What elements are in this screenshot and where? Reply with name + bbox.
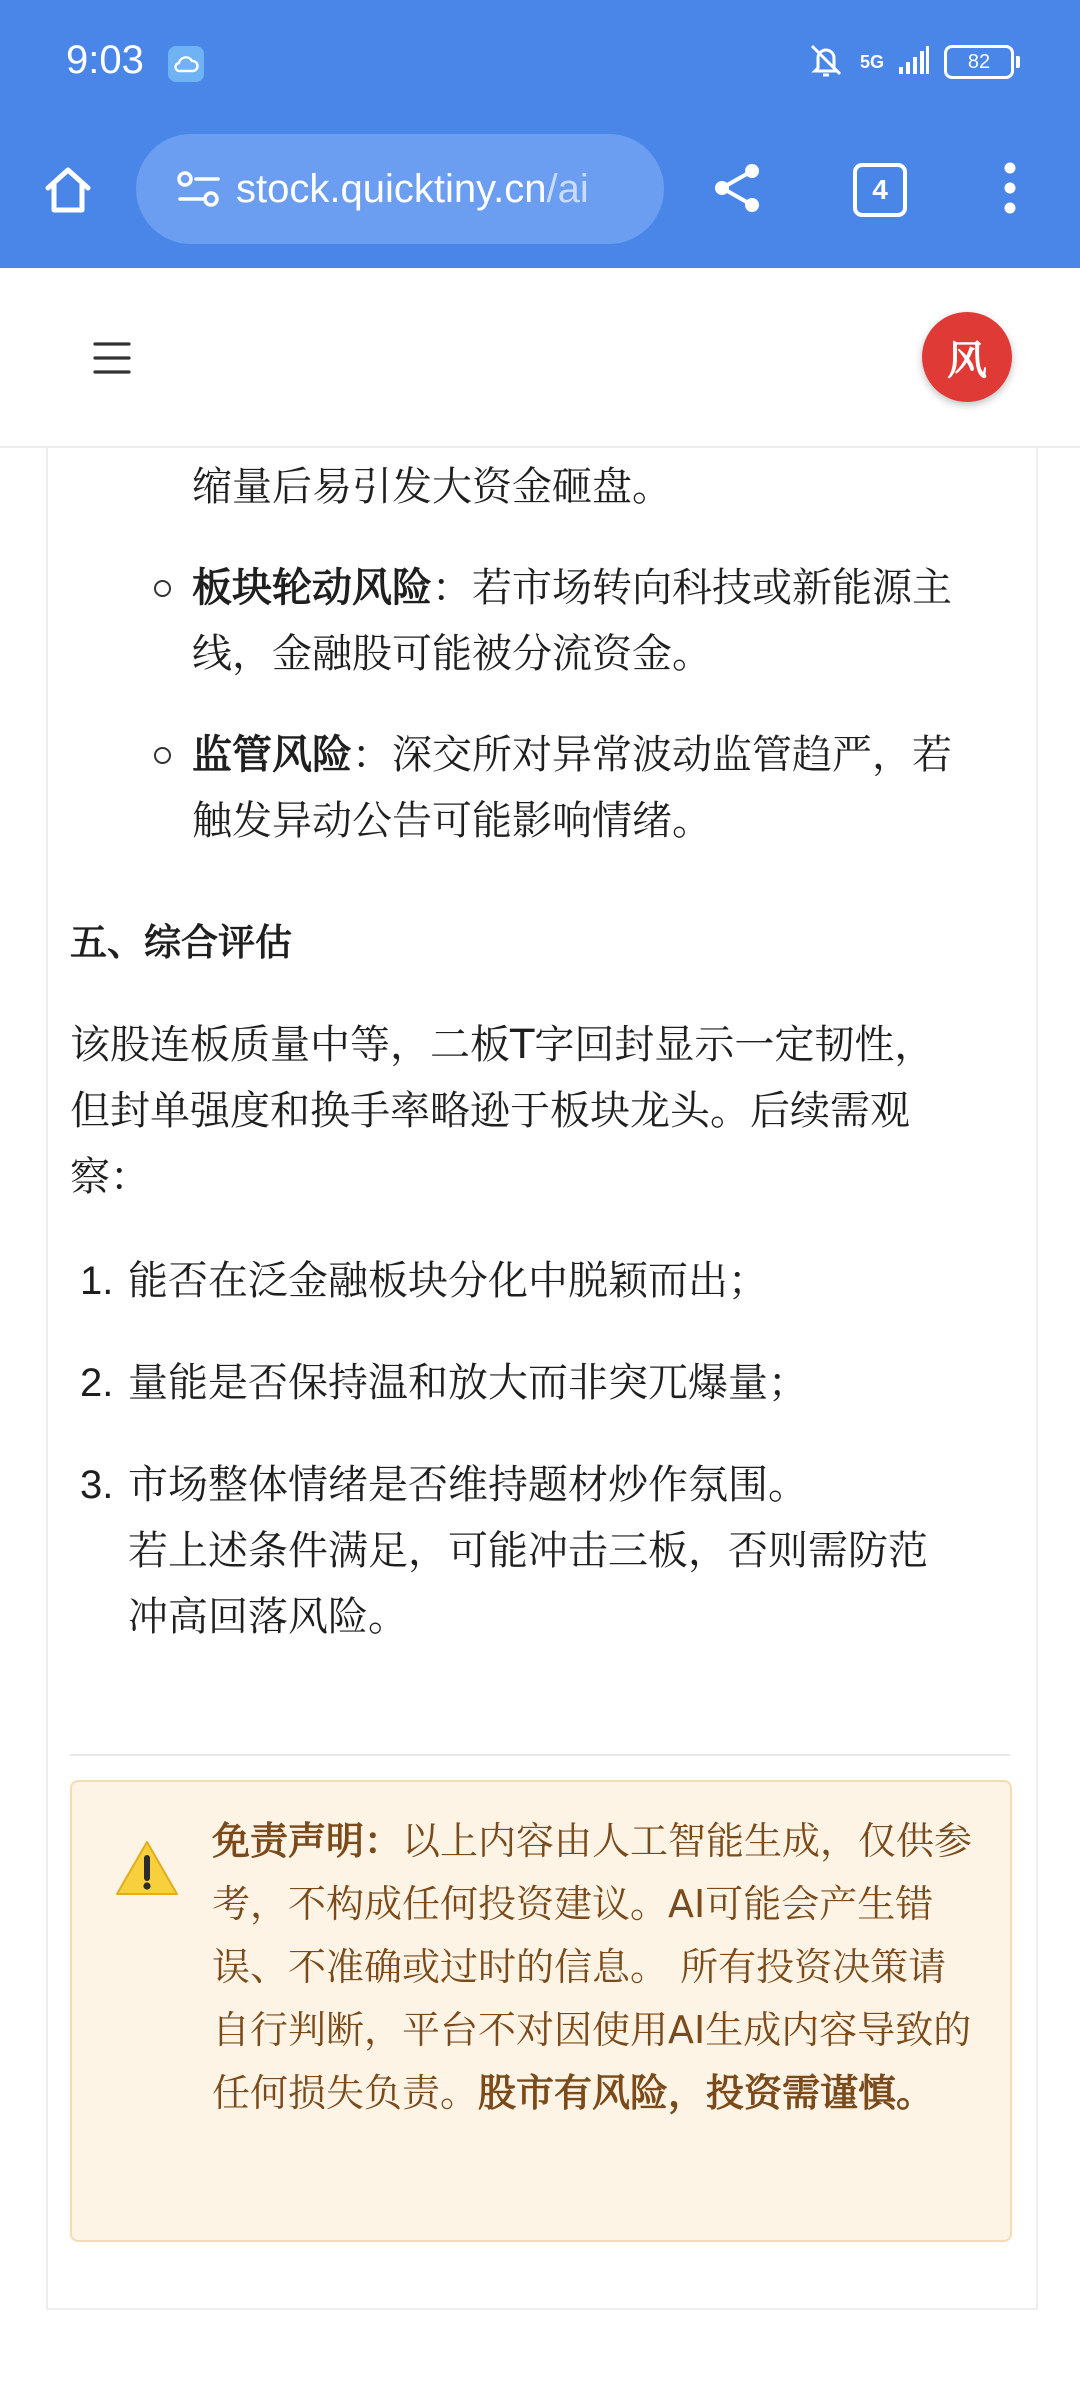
tab-switcher-button[interactable]: 4 — [853, 163, 907, 217]
home-icon — [40, 162, 96, 218]
status-icons — [806, 40, 1014, 84]
list-item: 量能是否保持温和放大而非突兀爆量； — [128, 1360, 808, 1406]
bullet-text: ：深交所对异常波动监管趋严，若 — [352, 732, 952, 778]
signal-icon — [898, 45, 930, 79]
bullet-item — [192, 722, 952, 788]
menu-button[interactable] — [88, 334, 136, 382]
section-heading: 五、综合评估 — [70, 921, 292, 964]
list-number: 3. — [80, 1463, 114, 1507]
continued-line: 缩量后易引发大资金砸盘。 — [192, 464, 672, 510]
paragraph-line: 但封单强度和换手率略逊于板块龙头。后续需观 — [70, 1088, 910, 1134]
overflow-menu-button[interactable] — [990, 150, 1030, 226]
url-path: /ai — [546, 166, 589, 211]
bullet-text: ：若市场转向科技或新能源主 — [432, 565, 952, 611]
bullet-text-continued: 线，金融股可能被分流资金。 — [192, 631, 712, 677]
url-domain: stock.quicktiny.cn — [236, 166, 547, 211]
disclaimer-label: 免责声明： — [212, 1819, 403, 1863]
divider — [70, 1754, 1010, 1756]
bullet-marker — [154, 580, 171, 597]
more-vert-icon — [1003, 162, 1017, 214]
battery-indicator: 82 — [944, 45, 1014, 79]
bullet-title: 板块轮动风险 — [192, 565, 432, 611]
paragraph-line: 察： — [70, 1154, 150, 1200]
disclaimer-body: 以上内容由人工智能生成，仅供参考，不构成任何投资建议。AI可能会产生错误、不准确或过时的信息。 所有投资决策请自行判断，平台不对因使用AI生成内容导致的任何损失负责。 — [212, 1819, 973, 2115]
list-number: 1. — [80, 1259, 114, 1303]
network-type: 5G — [859, 52, 884, 72]
disclaimer-text — [212, 1810, 982, 2125]
paragraph-line: 该股连板质量中等，二板T字回封显示一定韧性， — [70, 1022, 935, 1068]
mute-icon — [806, 40, 846, 84]
bullet-text-continued: 触发异动公告可能影响情绪。 — [192, 798, 712, 844]
status-time: 9:03 — [66, 38, 144, 82]
site-settings-icon[interactable] — [176, 169, 222, 209]
address-bar[interactable] — [136, 134, 664, 244]
bullet-title: 监管风险 — [192, 732, 352, 778]
home-button[interactable] — [36, 148, 100, 232]
list-item: 市场整体情绪是否维持题材炒作氛围。 — [128, 1462, 808, 1508]
conclusion-line: 若上述条件满足，可能冲击三板，否则需防范 — [128, 1528, 928, 1574]
warning-icon — [114, 1838, 180, 1902]
list-item: 能否在泛金融板块分化中脱颖而出； — [128, 1258, 768, 1304]
page-header — [0, 268, 1080, 448]
hamburger-icon — [92, 340, 132, 376]
disclaimer-emphasis: 股市有风险，投资需谨慎。 — [478, 2071, 935, 2115]
url-text — [236, 167, 589, 212]
bullet-marker — [154, 747, 171, 764]
list-number: 2. — [80, 1361, 114, 1405]
share-button[interactable] — [704, 150, 770, 226]
avatar[interactable]: 风 — [922, 312, 1012, 402]
browser-toolbar — [0, 0, 1080, 268]
cloud-icon — [168, 46, 204, 82]
bullet-item — [192, 555, 952, 621]
conclusion-line: 冲高回落风险。 — [128, 1594, 408, 1640]
disclaimer-box — [70, 1780, 1012, 2242]
share-icon — [708, 159, 766, 217]
